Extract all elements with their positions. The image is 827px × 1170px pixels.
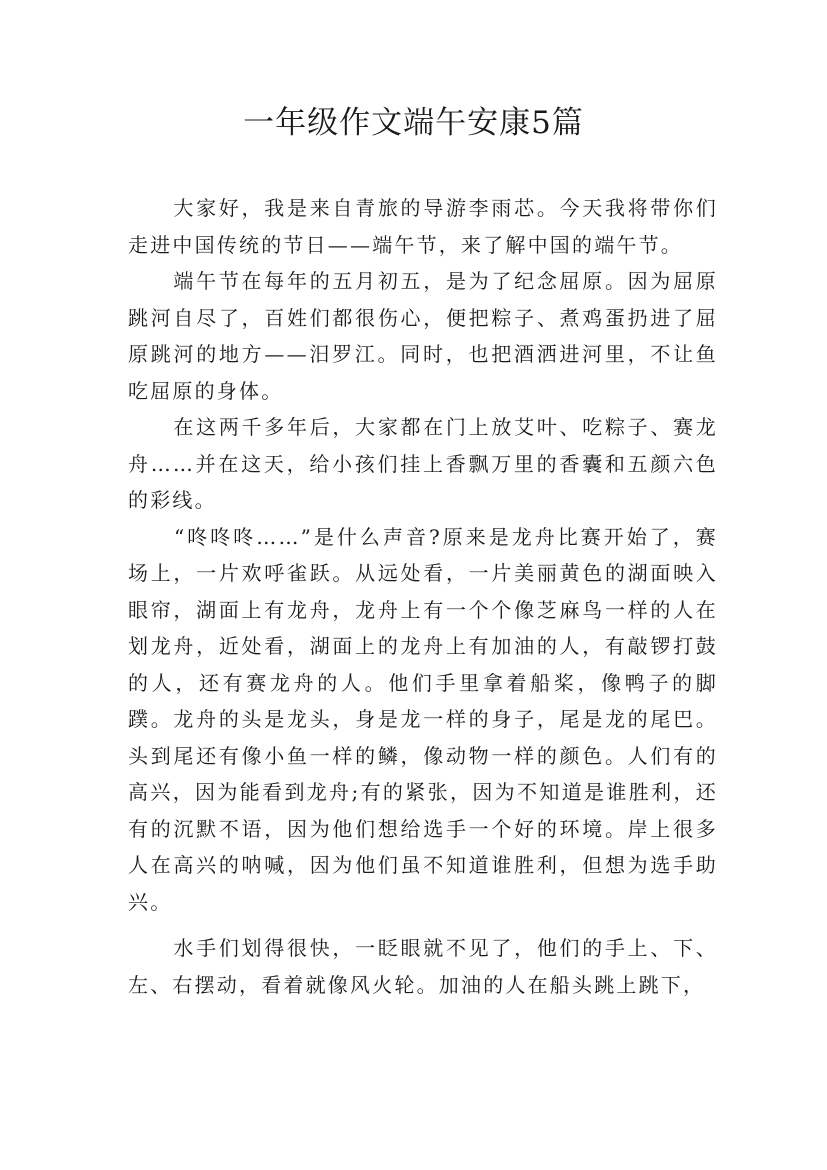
paragraph-5: 水手们划得很快，一眨眼就不见了，他们的手上、下、左、右摆动，看着就像风火轮。加油的人在船头跳上跳下， bbox=[128, 936, 718, 997]
document-title: 一年级作文端午安康5篇 bbox=[243, 105, 584, 141]
paragraph-3: 在这两千多年后，大家都在门上放艾叶、吃粽子、赛龙舟……并在这天，给小孩们挂上香飘万里的香囊和五颜六色的彩线。 bbox=[128, 415, 718, 512]
document-body bbox=[128, 190, 718, 1003]
paragraph-2: 端午节在每年的五月初五，是为了纪念屈原。因为屈原跳河自尽了，百姓们都很伤心，便把粽子、煮鸡蛋扔进了屈原跳河的地方——汨罗江。同时，也把酒洒进河里，不让鱼吃屈原的身体。 bbox=[128, 269, 718, 403]
paragraph-4: “咚咚咚……”是什么声音?原来是龙舟比赛开始了，赛场上，一片欢呼雀跃。从远处看，一片美丽黄色的湖面映入眼帘，湖面上有龙舟，龙舟上有一个个像芝麻鸟一样的人在划龙舟，近处看，湖面上的龙舟上有加油的人，有敲锣打鼓的人，还有赛龙舟的人。他们手里拿着船桨，像鸭子的脚蹼。龙舟的头是龙头，身是龙一样的身子，尾是龙的尾巴。头到尾还有像小鱼一样的鳞，像动物一样的颜色。人们有的高兴，因为能看到龙舟;有的紧张，因为不知道是谁胜利，还有的沉默不语，因为他们想给选手一个好的环境。岸上很多人在高兴的呐喊，因为他们虽不知道谁胜利，但想为选手助兴。 bbox=[128, 524, 718, 914]
paragraph-1: 大家好，我是来自青旅的导游李雨芯。今天我将带你们走进中国传统的节日——端午节，来了解中国的端午节。 bbox=[128, 196, 718, 257]
